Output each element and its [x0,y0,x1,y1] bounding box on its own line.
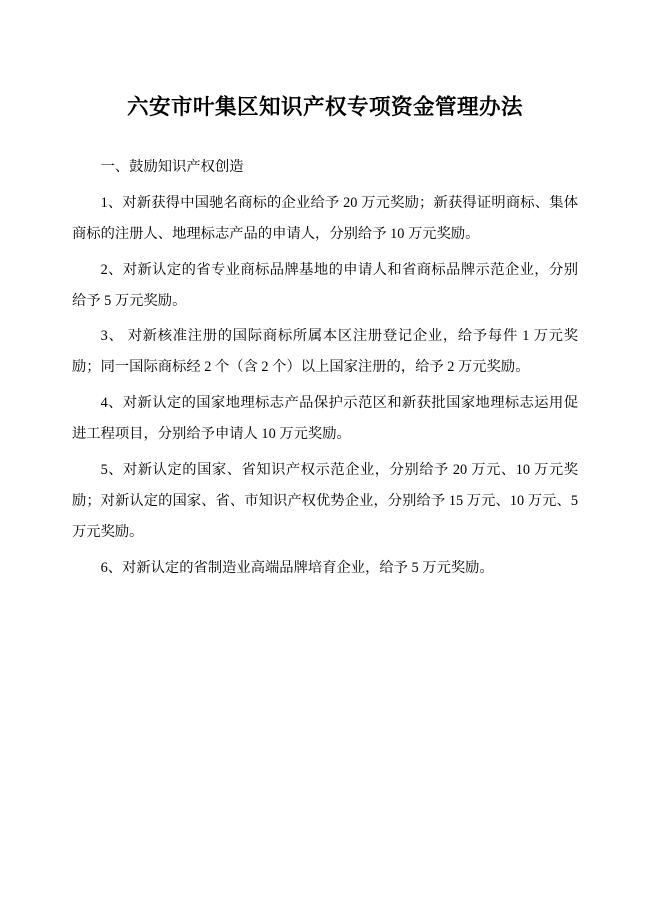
paragraph-item-4: 4、对新认定的国家地理标志产品保护示范区和新获批国家地理标志运用促进工程项目，分别给予申请人 10 万元奖励。 [72,395,578,443]
page-title: 六安市叶集区知识产权专项资金管理办法 [126,95,523,119]
paragraph-item-5: 5、对新认定的国家、省知识产权示范企业，分别给予 20 万元、10 万元奖励；对新认定的国家、省、市知识产权优势企业，分别给予 15 万元、10 万元、5 万元奖励。 [72,461,578,540]
paragraph-item-3: 3、 对新核准注册的国际商标所属本区注册登记企业，给予每件 1 万元奖励；同一国际商标经 2 个（含 2 个）以上国家注册的，给予 2 万元奖励。 [72,328,578,376]
paragraph-section-heading: 一、鼓励知识产权创造 [100,159,244,176]
paragraph-item-2: 2、对新认定的省专业商标品牌基地的申请人和省商标品牌示范企业，分别给予 5 万元奖励。 [72,261,578,309]
paragraph-item-6: 6、对新认定的省制造业高端品牌培育企业，给予 5 万元奖励。 [100,559,494,576]
paragraph-item-1: 1、对新获得中国驰名商标的企业给予 20 万元奖励；新获得证明商标、集体商标的注册人、地理标志产品的申请人，分别给予 10 万元奖励。 [72,194,578,242]
